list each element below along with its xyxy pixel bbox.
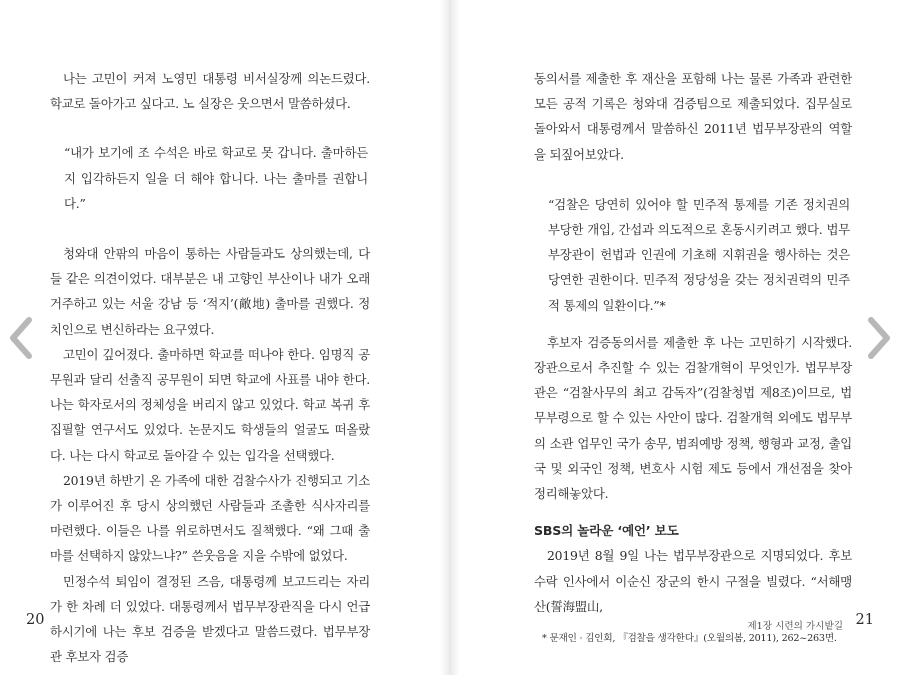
- running-head: 제1장 시련의 가시밭길: [747, 621, 843, 632]
- prev-page-button[interactable]: [2, 316, 42, 360]
- paragraph: 청와대 안팎의 마음이 통하는 사람들과도 상의했는데, 다들 같은 의견이었다. 대부분은 내 고향인 부산이나 내가 오래 거주하고 있는 서울 강남 등 ‘적지’(敵地) 출마를 권했다. 정치인으로 변신하라는 요구였다.: [50, 246, 370, 337]
- next-page-button[interactable]: [858, 316, 898, 360]
- left-page-body: [50, 66, 370, 669]
- paragraph: 민정수석 퇴임이 결정된 즈음, 대통령께 보고드리는 자리가 한 차례 더 있었다. 대통령께서 법무부장관직을 다시 언급하시기에 나는 후보 검증을 받겠다고 말씀드렸다. 법무부장관 후보자 검증: [50, 573, 370, 665]
- right-page-body: [534, 66, 852, 647]
- right-page: [450, 0, 900, 675]
- paragraph: 나는 고민이 커져 노영민 대통령 비서실장께 의논드렸다. 학교로 돌아가고 싶다고. 노 실장은 웃으면서 말씀하셨다.: [50, 71, 370, 112]
- page-number: 21: [855, 612, 874, 628]
- paragraph: 동의서를 제출한 후 재산을 포함해 나는 물론 가족과 관련한 모든 공적 기록은 청와대 검증팀으로 제출되었다. 집무실로 돌아와서 대통령께서 말씀하신 2011년 법무부장관의 역할을 되짚어보았다.: [534, 71, 852, 162]
- paragraph: 2019년 8월 9일 나는 법무부장관으로 지명되었다. 후보 수락 인사에서 이순신 장군의 한시 구절을 빌렸다. “서해맹산(誓海盟山,: [534, 548, 852, 614]
- section-heading: SBS의 놀라운 ‘예언’ 보도: [534, 523, 679, 539]
- chevron-left-icon: [7, 316, 37, 360]
- block-quote: “내가 보기에 조 수석은 바로 학교로 못 갑니다. 출마하든지 입각하든지 일을 더 해야 합니다. 나는 출마를 권합니다.”: [64, 145, 368, 211]
- paragraph: 후보자 검증동의서를 제출한 후 나는 고민하기 시작했다. 장관으로서 추진할 수 있는 검찰개혁이 무엇인가. 법무부장관은 “검찰사무의 최고 감독자”(검찰청법 제8조)이므로, 법무부령으로 할 수 있는 사안이 많다. 검찰개혁 외에도 법무부의 소관 업무인 국가 송무, 범죄예방 정책, 행형과 교정, 출입국 및 외국인 정책, 변호사 시험 제도 등에서 개선점을 찾아 정리해놓았다.: [534, 334, 852, 502]
- chevron-right-icon: [863, 316, 893, 360]
- footnote: * 문재인 · 김인회, 『검찰을 생각한다』(오월의봄, 2011), 262~263면.: [542, 633, 837, 645]
- block-quote: “검찰은 당연히 있어야 할 민주적 통제를 기존 정치권의 부당한 개입, 간섭과 의도적으로 혼동시키려고 했다. 법무부장관이 헌법과 인권에 기초해 지휘권을 행사하는 것은 당연한 권한이다. 민주적 정당성을 갖는 정치권력의 민주적 통제의 일환이다.”*: [548, 196, 850, 313]
- paragraph: 2019년 하반기 온 가족에 대한 검찰수사가 진행되고 기소가 이루어진 후 당시 상의했던 사람들과 조촐한 식사자리를 마련했다. 이들은 나를 위로하면서도 질책했다. “왜 그때 출마를 선택하지 않았느냐?” 쓴웃음을 지을 수밖에 없었다.: [50, 472, 370, 564]
- page-number: 20: [26, 612, 45, 628]
- book-gutter: [440, 0, 460, 675]
- paragraph: 고민이 깊어졌다. 출마하면 학교를 떠나야 한다. 임명직 공무원과 달리 선출직 공무원이 되면 학교에 사표를 내야 한다. 나는 학자로서의 정체성을 버리지 않고 있었다. 학교 복귀 후 집필할 연구서도 있었다. 논문지도 학생들의 얼굴도 떠올랐다. 나는 다시 학교로 돌아갈 수 있는 입각을 선택했다.: [50, 346, 370, 463]
